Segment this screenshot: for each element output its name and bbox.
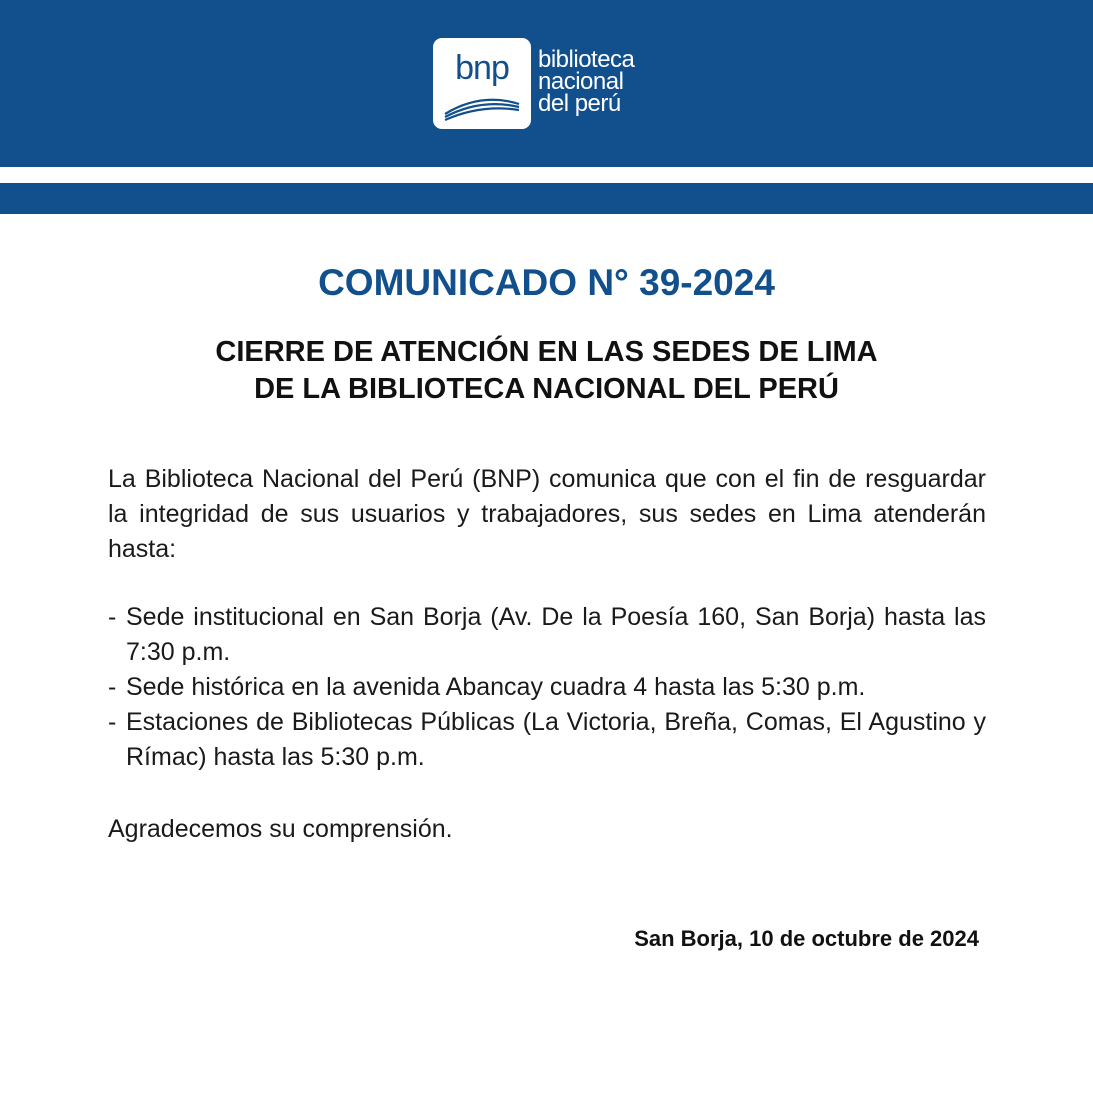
logo-name-line: del perú (538, 90, 621, 117)
subtitle-line: DE LA BIBLIOTECA NACIONAL DEL PERÚ (254, 373, 839, 405)
list-item-text: Sede histórica en la avenida Abancay cuadra 4 hasta las 5:30 p.m. (126, 673, 866, 701)
list-item (108, 705, 986, 775)
subtitle-line: CIERRE DE ATENCIÓN EN LAS SEDES DE LIMA (215, 336, 878, 368)
header-stripe (0, 183, 1093, 214)
logo-name-line: nacional (538, 68, 624, 95)
communique-title: COMUNICADO N° 39-2024 (318, 262, 775, 303)
logo-name-line: biblioteca (538, 46, 635, 73)
list-item-text: Estaciones de Bibliotecas Públicas (La Victoria, Breña, Comas, El Agustino y Rímac) hasta las 5:30 p.m. (126, 708, 986, 771)
list-marker: - (108, 673, 117, 701)
closing-text: Agradecemos su comprensión. (108, 815, 453, 843)
list-item-text: Sede institucional en San Borja (Av. De la Poesía 160, San Borja) hasta las 7:30 p.m. (126, 603, 986, 666)
list-marker: - (108, 603, 117, 631)
intro-paragraph: La Biblioteca Nacional del Perú (BNP) comunica que con el fin de resguardar la integridad de sus usuarios y trabajadores, sus sedes en Lima atenderán hasta: (108, 465, 986, 563)
schedule-list (108, 600, 986, 775)
book-waves-icon (441, 90, 523, 122)
bnp-logo (433, 38, 531, 129)
list-marker: - (108, 708, 117, 736)
logo-name (538, 46, 635, 117)
logo-abbreviation: bnp (455, 49, 509, 87)
place-date-signature: San Borja, 10 de octubre de 2024 (634, 926, 979, 951)
list-item (108, 600, 986, 670)
list-item (108, 670, 986, 705)
communique-subtitle (0, 334, 1093, 408)
